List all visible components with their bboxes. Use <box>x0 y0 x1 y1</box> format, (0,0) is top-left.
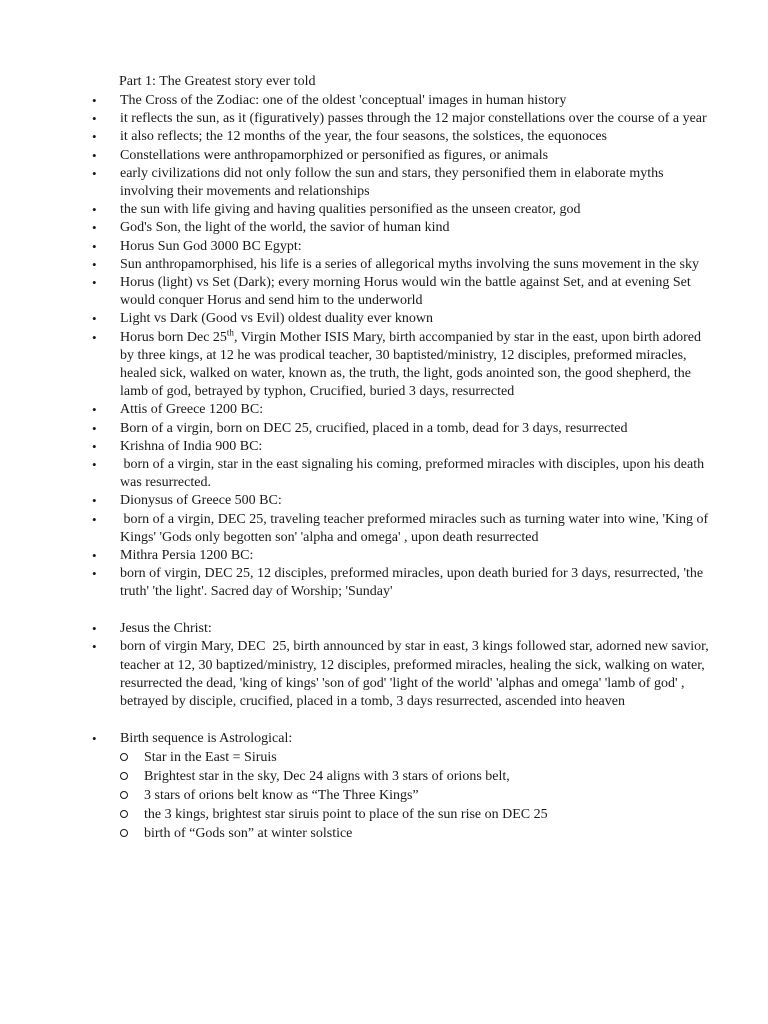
list-item <box>92 438 712 456</box>
list-item <box>92 92 712 110</box>
document-title: Part 1: The Greatest story ever told <box>119 74 316 89</box>
list-item-text: Horus Sun God 3000 BC Egypt: <box>120 238 302 254</box>
bullet-icon: • <box>92 311 97 327</box>
list-item <box>92 310 712 328</box>
list-item-text: Light vs Dark (Good vs Evil) oldest duality ever known <box>120 311 434 327</box>
sub-list-item-text: the 3 kings, brightest star siruis point to place of the sun rise on DEC 25 <box>144 806 548 822</box>
paragraph-gap <box>92 602 712 621</box>
bullet-icon: • <box>92 147 97 163</box>
list-item-text: Mithra Persia 1200 BC: <box>120 548 254 564</box>
circle-bullet-icon <box>120 791 128 799</box>
sub-list-item-text: birth of “Gods son” at winter solstice <box>144 825 353 841</box>
circle-bullet-icon <box>120 829 128 837</box>
list-item-text: born of a virgin, star in the east signaling his coming, preformed miracles with disciples, upon his death was resurrected. <box>120 457 708 491</box>
list-item <box>92 201 712 219</box>
list-item-text: Horus (light) vs Set (Dark); every morning Horus would win the battle against Set, and at evening Set would conquer Horus and send him to the underworld <box>120 275 691 309</box>
list-item <box>92 274 712 310</box>
horus-birth-prefix: Horus born Dec 25 <box>120 329 227 345</box>
bullet-icon: • <box>92 111 97 127</box>
sub-list-item <box>92 805 712 824</box>
circle-bullet-icon <box>120 810 128 818</box>
list-item <box>92 511 712 547</box>
bullet-icon: • <box>92 402 97 418</box>
list-item <box>92 110 712 128</box>
list-item-text: Attis of Greece 1200 BC: <box>120 402 264 418</box>
bullet-icon: • <box>92 493 97 509</box>
list-item-text: it also reflects; the 12 months of the year, the four seasons, the solstices, the equonoces <box>120 129 607 145</box>
bullet-icon: • <box>92 621 97 637</box>
list-item <box>92 147 712 165</box>
bullet-icon: • <box>92 165 97 181</box>
bullet-icon: • <box>92 511 97 527</box>
sub-list-item-text: Star in the East = Siruis <box>144 749 277 765</box>
bullet-icon: • <box>92 420 97 436</box>
list-item-text: early civilizations did not only follow the sun and stars, they personified them in elaborate myths involving their movements and relationships <box>120 165 664 200</box>
list-item-text: Dionysus of Greece 500 BC: <box>120 493 282 509</box>
bullet-icon: • <box>92 220 97 236</box>
list-item <box>92 401 712 419</box>
list-item-text: born of virgin Mary, DEC 25, birth announced by star in east, 3 kings followed star, adorned new savior, teacher at 12, 30 baptized/ministry, 12 disciples, preformed miracles, healing the sick, walking on water, resurrected the dead, 'king of kings' 'son of god' 'light of the world' 'alphas and omega' 'lamb of god' , betrayed by disciple, crucified, placed in a tomb, 3 days resurrected, ascended into heaven <box>120 639 713 709</box>
list-item-text: born of a virgin, DEC 25, traveling teacher preformed miracles such as turning water into wine, 'King of Kings' 'Gods only begotten son' 'alpha and omega' , upon death resurrected <box>120 511 712 545</box>
bullet-icon: • <box>92 639 97 655</box>
bullet-icon: • <box>92 275 97 291</box>
list-item-text: Birth sequence is Astrological: <box>120 730 293 746</box>
sub-list-item <box>92 824 712 843</box>
list-item <box>92 565 712 601</box>
list-item-text: Krishna of India 900 BC: <box>120 438 263 454</box>
bullet-icon: • <box>92 238 97 254</box>
list-item <box>92 547 712 565</box>
list-item-text: Born of a virgin, born on DEC 25, crucified, placed in a tomb, dead for 3 days, resurrected <box>120 420 628 436</box>
bullet-icon: • <box>92 548 97 564</box>
bullet-icon: • <box>92 93 97 108</box>
bullet-list <box>92 92 712 843</box>
bullet-icon: • <box>92 256 97 272</box>
sub-list-item <box>92 748 712 767</box>
list-item-text: God's Son, the light of the world, the savior of human kind <box>120 220 450 236</box>
bullet-icon: • <box>92 566 97 582</box>
bullet-icon: • <box>92 202 97 218</box>
horus-birth-rest: , Virgin Mother ISIS Mary, birth accompanied by star in the east, upon birth adored by three kings, at 12 he was prodical teacher, 30 baptisted/ministry, 12 disciples, preformed miracles, healed sick, walked on water, known as, the truth, the light, gods anointed son, the good shepherd, the lamb of god, betrayed by typhon, Crucified, buried 3 days, resurrected <box>120 329 701 400</box>
list-item <box>92 165 712 201</box>
list-item-text: Constellations were anthropamorphized or personified as figures, or animals <box>120 147 549 163</box>
bullet-icon: • <box>92 457 97 473</box>
list-item-text: Sun anthropamorphised, his life is a series of allegorical myths involving the suns movement in the sky <box>120 256 699 272</box>
sub-list-item <box>92 767 712 786</box>
bullet-icon: • <box>92 438 97 454</box>
bullet-icon: • <box>92 730 97 746</box>
list-item-text: it reflects the sun, as it (figuratively) passes through the 12 major constellations over the course of a year <box>120 111 707 127</box>
paragraph-gap <box>92 711 712 730</box>
list-item <box>92 219 712 237</box>
list-item <box>92 730 712 748</box>
horus-birth-sup: th <box>226 326 234 337</box>
bullet-icon: • <box>92 129 97 145</box>
list-item <box>92 456 712 492</box>
circle-bullet-icon <box>120 772 128 780</box>
sub-list-item-text: Brightest star in the sky, Dec 24 aligns with 3 stars of orions belt, <box>144 768 510 784</box>
sub-list-item <box>92 786 712 805</box>
list-item <box>92 238 712 256</box>
list-item <box>92 492 712 510</box>
circle-bullet-icon <box>120 753 128 761</box>
list-item-text: born of virgin, DEC 25, 12 disciples, preformed miracles, upon death buried for 3 days, resurrected, 'the truth' 'the light'. Sacred day of Worship; 'Sunday' <box>120 566 704 600</box>
list-item <box>92 638 712 711</box>
list-item-text: Jesus the Christ: <box>120 621 212 637</box>
sub-list-item-text: 3 stars of orions belt know as “The Three Kings” <box>144 787 419 803</box>
list-item <box>92 128 712 146</box>
list-item-text: The Cross of the Zodiac: one of the oldest 'conceptual' images in human history <box>120 93 567 108</box>
list-item <box>92 420 712 438</box>
list-item <box>92 326 712 402</box>
list-item-text: the sun with life giving and having qualities personified as the unseen creator, god <box>120 202 581 218</box>
bullet-icon: • <box>92 329 97 345</box>
list-item <box>92 256 712 274</box>
list-item <box>92 620 712 638</box>
